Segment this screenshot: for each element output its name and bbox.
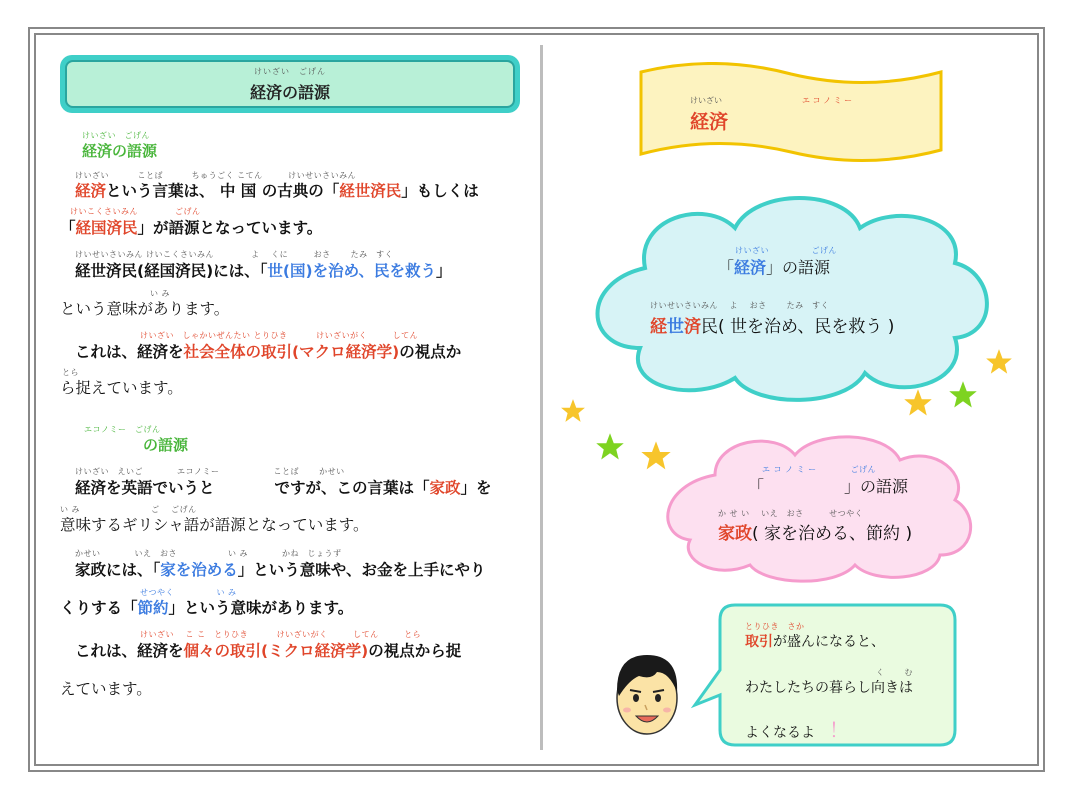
cloud1-ruby: けいざい ごげん <box>735 246 837 255</box>
s2-p6: えています。 <box>60 680 152 698</box>
s1-p2: 「経国済民」が語源となっています。 <box>60 219 323 237</box>
star-icon <box>560 398 586 424</box>
s1-p4-ruby: い み <box>150 289 171 298</box>
banner-text: 経済 <box>690 111 729 133</box>
left-title-box <box>60 55 520 113</box>
s1-p6-ruby: とら <box>62 368 79 377</box>
s2-p2-ruby: い み ご ごげん <box>60 505 197 514</box>
cloud2-line1: 「 」の語源 <box>748 477 909 496</box>
s2-p3: 家政には、「家を治める」という意味や、お金を上手にやり <box>75 561 486 579</box>
s1-p3: 経世済民(経国済民)には、「世(国)を治め、民を救う」 <box>75 262 452 280</box>
s1-p6: ら捉えています。 <box>60 379 183 397</box>
s1-p1: 経済という言葉は、 中 国 の古典の「経世済民」もしくは <box>75 182 479 200</box>
s1-p1-ruby: けいざい ことば ちゅうごく こてん けいせいさいみん <box>75 171 357 180</box>
s2-p4: くりする「節約」という意味があります。 <box>60 599 354 617</box>
cloud1-line1: 「経済」の語源 <box>718 258 831 277</box>
s1-p2-ruby: けいこくさいみん ごげん <box>70 207 201 216</box>
s2-p4-ruby: せつやく い み <box>140 588 237 597</box>
bubble-ruby2: く む <box>876 668 914 677</box>
star-icon <box>985 348 1013 376</box>
banner-ruby-right: エ コ ノ ミ ー <box>802 96 853 105</box>
section1-heading-ruby: けいざい ごげん <box>82 131 150 140</box>
bubble-line1: 取引が盛んになると、 <box>745 634 885 650</box>
star-icon <box>948 380 978 410</box>
s2-p2: 意味するギリシャ語が語源となっています。 <box>60 516 369 534</box>
section2-heading-ruby: エコノミー ごげん <box>84 425 161 434</box>
star-icon <box>595 432 625 462</box>
s1-p3-ruby: けいせいさいみん けいこくさいみん よ くに おさ たみ すく <box>75 250 394 259</box>
cloud2-line2: 家政( 家を治める、節約 ) <box>718 524 913 544</box>
s1-p5: これは、経済を社会全体の取引(マクロ経済学)の視点か <box>75 343 462 361</box>
cloud-blue <box>575 188 1000 410</box>
cloud2-ruby: エ コ ノ ミ ー ごげん <box>762 465 877 474</box>
s2-p5: これは、経済を個々の取引(ミクロ経済学)の視点から捉 <box>75 642 462 660</box>
star-icon <box>903 388 933 418</box>
title-ruby: けいざい ごげん <box>254 67 326 76</box>
section2-heading: の語源 <box>143 436 189 454</box>
cloud1-ruby2: けいせいさいみん よ おさ たみ すく <box>650 301 830 310</box>
boy-avatar-icon <box>607 650 687 740</box>
section1-heading: 経済の語源 <box>82 142 158 160</box>
s2-p1-ruby: けいざい えいご エコノミー ことば かせい <box>75 467 345 476</box>
scroll-banner <box>636 62 946 174</box>
s1-p4: という意味があります。 <box>60 300 230 318</box>
bubble-line2: わたしたちの暮らし向きは <box>745 680 913 696</box>
s1-p5-ruby: けいざい しゃかいぜんたい とりひき けいざいがく してん <box>140 331 419 340</box>
center-divider <box>540 45 543 750</box>
cloud1-line2: 経世済民( 世を治め、民を救う ) <box>650 317 895 337</box>
page-title: 経済の語源 <box>249 83 330 102</box>
s2-p3-ruby: かせい いえ おさ い み かね じょうず <box>75 549 342 558</box>
cloud2-ruby2: か せ い いえ おさ せつやく <box>718 509 864 518</box>
bubble-line3: よくなるよ ！ <box>745 718 849 742</box>
s2-p1: 経済を英語でいうと ですが、この言葉は「家政」を <box>75 479 492 497</box>
s2-p5-ruby: けいざい こ こ とりひき けいざいがく してん とら <box>140 630 422 639</box>
banner-ruby-left: けいざい <box>690 96 722 105</box>
bubble-ruby1: とりひき さか <box>745 622 805 631</box>
